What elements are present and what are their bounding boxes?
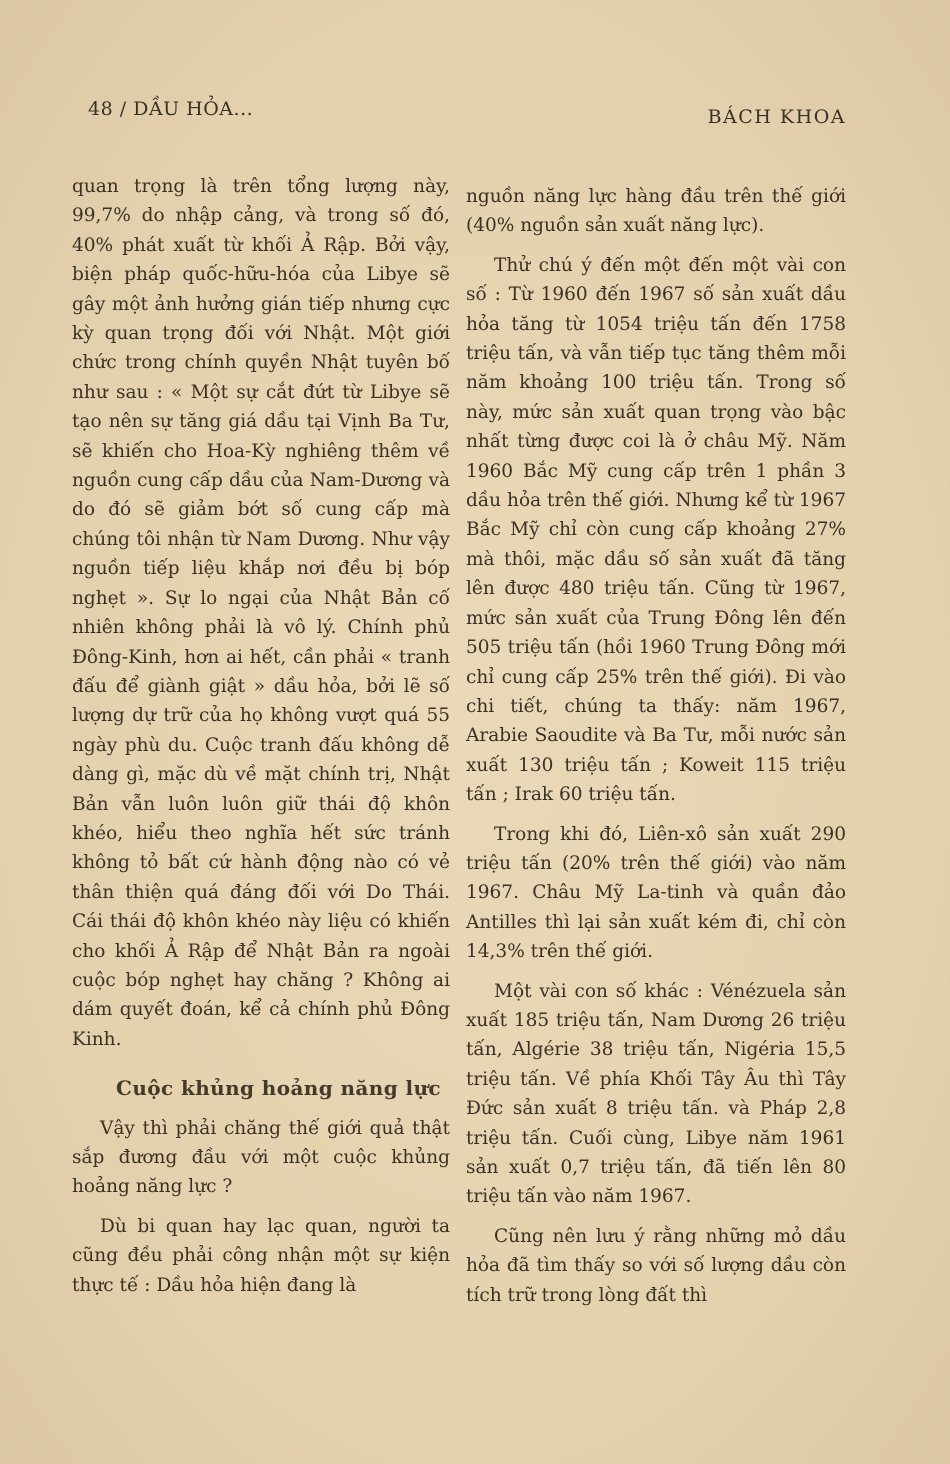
right-paragraph-3: Trong khi đó, Liên-xô sản xuất 290 triệu tấn (20% trên thế giới) vào năm 1967. Châu Mỹ La-tinh và quần đảo Antilles thì lại sản xuất kém đi, chỉ còn 14,3% trên thế giới. xyxy=(466,823,846,963)
right-paragraph-2: Thử chú ý đến một đến một vài con số : Từ 1960 đến 1967 số sản xuất dầu hỏa tăng từ 1054 triệu tấn đến 1758 triệu tấn, và vẫn tiếp tục tăng thêm mỗi năm khoảng 100 triệu tấn. Trong số này, mức sản xuất quan trọng vào bậc nhất từng được coi là ở châu Mỹ. Năm 1960 Bắc Mỹ cung cấp trên 1 phần 3 dầu hỏa trên thế giới. Nhưng kể từ 1967 Bắc Mỹ chỉ còn cung cấp khoảng 27% mà thôi, mặc dầu số sản xuất đã tăng lên được 480 triệu tấn. Cũng từ 1967, mức sản xuất của Trung Đông lên đến 505 triệu tấn (hồi 1960 Trung Đông mới chỉ cung cấp 25% trên thế giới). Đi vào chi tiết, chúng ta thấy: năm 1967, Arabie Saoudite và Ba Tư, mỗi nước sản xuất 130 triệu tấn ; Koweit 115 triệu tấn ; Irak 60 triệu tấn. xyxy=(466,254,846,806)
left-paragraph-1: quan trọng là trên tổng lượng này, 99,7% do nhập cảng, và trong số đó, 40% phát xuất từ khối Ả Rập. Bởi vậy, biện pháp quốc-hữu-hóa của Libye sẽ gây một ảnh hưởng gián tiếp nhưng cực kỳ quan trọng đối với Nhật. Một giới chức trong chính quyền Nhật tuyên bố như sau : « Một sự cắt đứt từ Libye sẽ tạo nên sự tăng giá dầu tại Vịnh Ba Tư, sẽ khiến cho Hoa-Kỳ nghiêng thêm về nguồn cung cấp dầu của Nam-Dương và do đó sẽ giảm bớt số cung cấp mà chúng tôi nhận từ Nam Dương. Như vậy nguồn tiếp liệu khắp nơi đều bị bóp nghẹt ». Sự lo ngại của Nhật Bản cố nhiên không phải là vô lý. Chính phủ Đông-Kinh, hơn ai hết, cần phải « tranh đấu để giành giật » dầu hỏa, bởi lẽ số lượng dự trữ của họ không vượt quá 55 ngày phù du. Cuộc tranh đấu không dễ dàng gì, mặc dù về mặt chính trị, Nhật Bản vẫn luôn luôn giữ thái độ khôn khéo, hiểu theo nghĩa hết sức tránh không tỏ bất cứ hành động nào có vẻ thân thiện quá đáng đối với Do Thái. Cái thái độ khôn khéo này liệu có khiến cho khối Ả Rập để Nhật Bản ra ngoài cuộc bóp nghẹt hay chăng ? Không ai dám quyết đoán, kể cả chính phủ Đông Kinh. xyxy=(72,176,450,1050)
page-header xyxy=(88,98,846,132)
right-column xyxy=(466,182,846,1320)
page-number-title: 48 / DẦU HỎA... xyxy=(88,98,254,120)
left-paragraph-2: Vậy thì phải chăng thế giới quả thật sắp đương đầu với một cuộc khủng hoảng năng lực ? xyxy=(72,1117,450,1198)
right-paragraph-5: Cũng nên lưu ý rằng những mỏ dầu hỏa đã tìm thấy so với số lượng dầu còn tích trữ trong lòng đất thì xyxy=(466,1225,846,1306)
left-paragraph-3: Dù bi quan hay lạc quan, người ta cũng đều phải công nhận một sự kiện thực tế : Dầu hỏa hiện đang là xyxy=(72,1215,450,1296)
right-paragraph-4: Một vài con số khác : Vénézuela sản xuất 185 triệu tấn, Nam Dương 26 triệu tấn, Algérie 38 triệu tấn, Nigéria 15,5 triệu tấn. Về phía Khối Tây Âu thì Tây Đức sản xuất 8 triệu tấn. và Pháp 2,8 triệu tấn. Cuối cùng, Libye năm 1961 sản xuất 0,7 triệu tấn, đã tiến lên 80 triệu tấn vào năm 1967. xyxy=(466,980,846,1208)
right-paragraph-1: nguồn năng lực hàng đầu trên thế giới (40% nguồn sản xuất năng lực). xyxy=(466,186,846,237)
section-heading: Cuộc khủng hoảng năng lực xyxy=(116,1076,441,1101)
magazine-name: BÁCH KHOA xyxy=(707,106,846,128)
left-column xyxy=(72,172,450,1310)
